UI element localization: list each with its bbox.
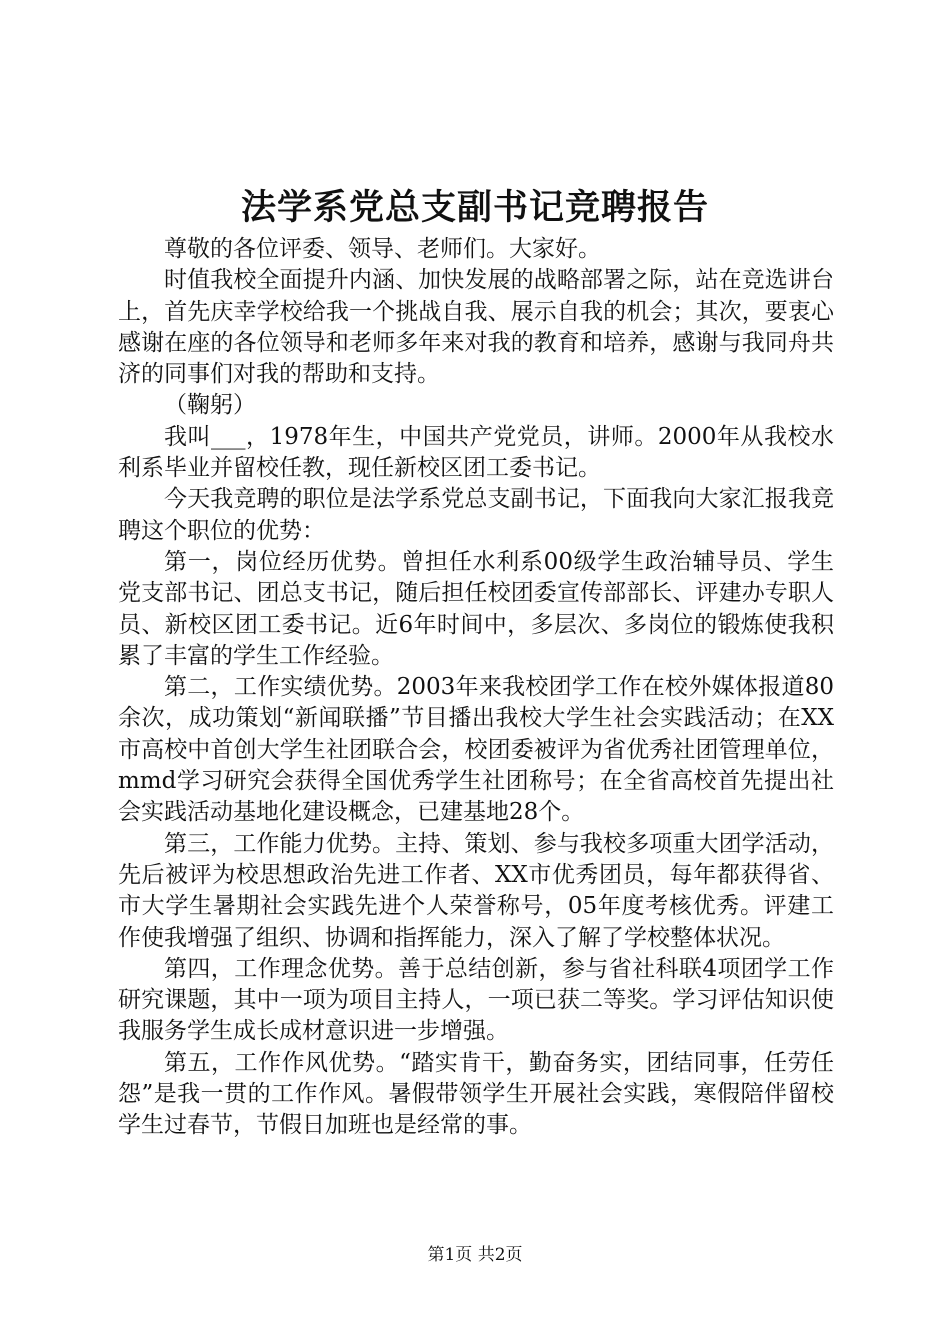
paragraph-intro: 时值我校全面提升内涵、加快发展的战略部署之际，站在竞选讲台上，首先庆幸学校给我一个挑战自我、展示自我的机会；其次，要衷心感谢在座的各位领导和老师多年来对我的教育和培养，感谢与我同舟共济的同事们对我的帮助和支持。	[118, 267, 834, 388]
paragraph-advantage-4: 第四，工作理念优势。善于总结创新，参与省社科联4项团学工作研究课题，其中一项为项目主持人，一项已获二等奖。学习评估知识使我服务学生成长成材意识进一步增强。	[118, 955, 834, 1045]
paragraph-advantage-5: 第五，工作作风优势。“踏实肯干，勤奋务实，团结同事，任劳任怨”是我一贯的工作作风。暑假带领学生开展社会实践，寒假陪伴留校学生过春节，节假日加班也是经常的事。	[118, 1049, 834, 1139]
paragraph-advantage-1: 第一，岗位经历优势。曾担任水利系00级学生政治辅导员、学生党支部书记、团总支书记，随后担任校团委宣传部部长、评建办专职人员、新校区团工委书记。近6年时间中，多层次、多岗位的锻炼使我积累了丰富的学生工作经验。	[118, 548, 834, 669]
document-body	[118, 234, 834, 1142]
paragraph-greeting: 尊敬的各位评委、领导、老师们。大家好。	[164, 236, 601, 262]
paragraph-advantage-2: 第二，工作实绩优势。2003年来我校团学工作在校外媒体报道80余次，成功策划“新闻联播”节目播出我校大学生社会实践活动；在XX市高校中首创大学生社团联合会，校团委被评为省优秀社团管理单位，mmd学习研究会获得全国优秀学生社团称号；在全省高校首先提出社会实践活动基地化建设概念，已建基地28个。	[118, 674, 834, 826]
paragraph-position: 今天我竞聘的职位是法学系党总支副书记，下面我向大家汇报我竞聘这个职位的优势：	[118, 486, 834, 544]
page-footer: 第1页 共2页	[427, 1245, 523, 1265]
paragraph-self-intro: 我叫___，1978年生，中国共产党党员，讲师。2000年从我校水利系毕业并留校任教，现任新校区团工委书记。	[118, 423, 834, 482]
document-title: 法学系党总支副书记竞聘报告	[240, 187, 709, 228]
paragraph-advantage-3: 第三，工作能力优势。主持、策划、参与我校多项重大团学活动，先后被评为校思想政治先进工作者、XX市优秀团员，每年都获得省、市大学生暑期社会实践先进个人荣誉称号，05年度考核优秀。评建工作使我增强了组织、协调和指挥能力，深入了解了学校整体状况。	[118, 830, 834, 951]
paragraph-bow: （鞠躬）	[164, 392, 256, 419]
